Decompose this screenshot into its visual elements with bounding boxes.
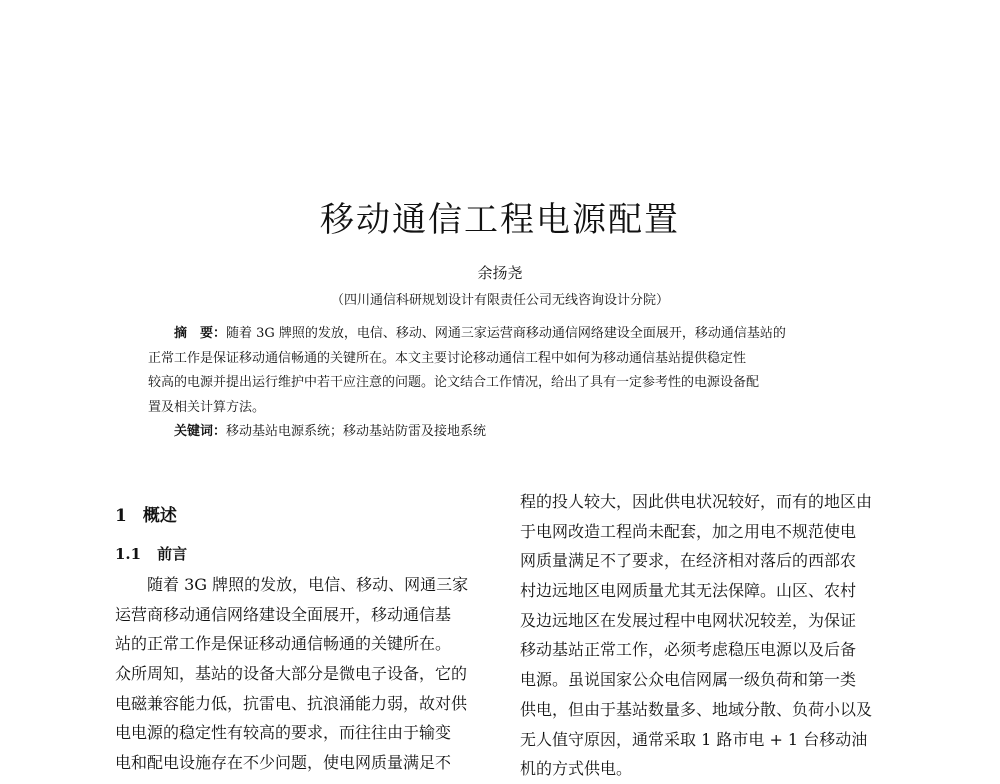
abstract-text: 随着 3G 牌照的发放，电信、移动、网通三家运营商移动通信网络建设全面展开，移动通信基站的 <box>226 326 786 341</box>
body-line: 随着 3G 牌照的发放，电信、移动、网通三家 <box>147 575 469 594</box>
keywords-line <box>148 420 860 445</box>
body-line: 程的投人较大，因此供电状况较好，而有的地区由 <box>520 492 873 511</box>
subsection-number: 1.1 <box>115 545 142 563</box>
body-line: 电和配电设施存在不少问题，使电网质量满足不 <box>115 753 452 773</box>
keywords-label: 关键词： <box>174 424 227 439</box>
paper-title: 移动通信工程电源配置 <box>320 200 680 240</box>
abstract-line-2: 正常工作是保证移动通信畅通的关键所在。本文主要讨论移动通信工程中如何为移动通信基站提供稳定性 <box>148 350 747 366</box>
keywords-text: 移动基站电源系统；移动基站防雷及接地系统 <box>226 424 487 439</box>
body-line: 网质量满足不了要求，在经济相对落后的西部农 <box>520 551 857 571</box>
body-line: 电电源的稳定性有较高的要求，而往往由于输变 <box>115 723 452 743</box>
body-line: 机的方式供电。 <box>520 759 633 779</box>
body-line: 电磁兼容能力低，抗雷电、抗浪涌能力弱，故对供 <box>115 693 468 713</box>
subsection-title: 前言 <box>157 545 188 563</box>
body-line: 站的正常工作是保证移动通信畅通的关键所在。 <box>115 634 452 654</box>
section-number: 1 <box>115 506 127 526</box>
right-column <box>520 487 896 784</box>
body-line: 运营商移动通信网络建设全面展开，移动通信基 <box>115 604 452 624</box>
body-line: 及边远地区在发展过程中电网状况较差，为保证 <box>520 610 857 630</box>
body-line: 供电，但由于基站数量多、地域分散、负荷小以及 <box>520 699 873 719</box>
body-line: 电源。虽说国家公众电信网属一级负荷和第一类 <box>520 670 857 690</box>
abstract-label: 摘 要： <box>174 326 227 341</box>
abstract-block <box>148 322 860 445</box>
author-name: 余扬尧 <box>477 264 523 282</box>
left-column <box>115 502 495 778</box>
body-line: 无人值守原因，通常采取 1 路市电 + 1 台移动油 <box>520 729 868 749</box>
abstract-line-3: 较高的电源并提出运行维护中若干应注意的问题。论文结合工作情况，给出了具有一定参考性的电源设备配 <box>148 375 760 390</box>
body-line: 移动基站正常工作，必须考虑稳压电源以及后备 <box>520 640 857 660</box>
body-line: 众所周知，基站的设备大部分是微电子设备，它的 <box>115 664 468 684</box>
author-affiliation: （四川通信科研规划设计有限责任公司无线咨询设计分院） <box>330 293 669 308</box>
abstract-line-1 <box>148 322 860 347</box>
abstract-line-4: 置及相关计算方法。 <box>148 399 266 415</box>
body-line: 于电网改造工程尚未配套，加之用电不规范使电 <box>520 521 857 541</box>
subsection-heading <box>115 540 495 570</box>
section-heading <box>115 502 495 540</box>
body-line: 村边远地区电网质量尤其无法保障。山区、农村 <box>520 581 857 601</box>
section-title: 概述 <box>142 506 177 526</box>
